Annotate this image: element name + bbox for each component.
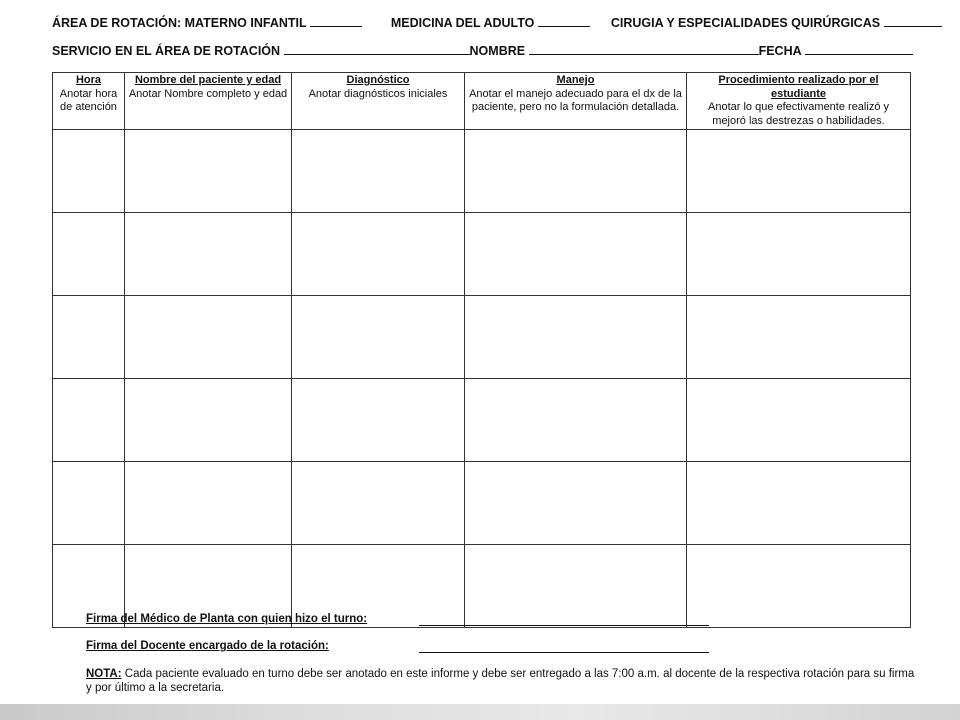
table-cell[interactable]	[465, 213, 687, 296]
column-header-procedimiento	[687, 73, 911, 130]
footer-band	[0, 704, 960, 720]
table-cell[interactable]	[125, 296, 292, 379]
note-label: NOTA:	[86, 668, 122, 680]
table-row	[53, 213, 911, 296]
medicina-adulto-blank[interactable]	[538, 15, 590, 27]
table-cell[interactable]	[53, 130, 125, 213]
table-cell[interactable]	[53, 462, 125, 545]
table-cell[interactable]	[125, 130, 292, 213]
servicio-label: SERVICIO EN EL ÁREA DE ROTACIÓN	[52, 44, 281, 58]
column-header-manejo	[465, 73, 687, 130]
cirugia-blank[interactable]	[884, 15, 942, 27]
header-row-servicio	[52, 43, 912, 58]
table-cell[interactable]	[292, 213, 465, 296]
table-cell[interactable]	[53, 296, 125, 379]
table-cell[interactable]	[292, 296, 465, 379]
header-row-rotation	[52, 15, 912, 30]
table-cell[interactable]	[292, 130, 465, 213]
table-cell[interactable]	[465, 379, 687, 462]
column-title: Procedimiento realizado por el estudiante	[718, 74, 879, 100]
column-instruction: Anotar lo que efectivamente realizó y mejoró las destrezas o habilidades.	[708, 101, 889, 127]
table-cell[interactable]	[465, 296, 687, 379]
column-title: Nombre del paciente y edad	[134, 74, 282, 86]
signature-medico-label: Firma del Médico de Planta con quien hizo el turno:	[86, 613, 368, 625]
materno-infantil-blank[interactable]	[310, 15, 362, 27]
table-row	[53, 379, 911, 462]
table-cell[interactable]	[465, 545, 687, 628]
nombre-blank[interactable]	[529, 43, 759, 55]
table-cell[interactable]	[687, 379, 911, 462]
table-cell[interactable]	[125, 213, 292, 296]
servicio-blank[interactable]	[284, 43, 470, 55]
table-cell[interactable]	[687, 213, 911, 296]
patient-log-table	[52, 72, 911, 628]
column-instruction: Anotar hora de atención	[59, 87, 118, 113]
signature-docente-row	[86, 640, 329, 652]
column-header-nombre	[125, 73, 292, 130]
column-title: Diagnóstico	[346, 74, 410, 86]
table-cell[interactable]	[292, 379, 465, 462]
column-header-hora	[53, 73, 125, 130]
signature-medico-row	[86, 613, 367, 625]
table-row	[53, 296, 911, 379]
table-row	[53, 130, 911, 213]
table-cell[interactable]	[687, 130, 911, 213]
column-instruction: Anotar diagnósticos iniciales	[308, 87, 448, 100]
column-header-diagnostico	[292, 73, 465, 130]
table-cell[interactable]	[125, 462, 292, 545]
table-cell[interactable]	[687, 462, 911, 545]
fecha-blank[interactable]	[805, 43, 913, 55]
area-rotacion-label: ÁREA DE ROTACIÓN: MATERNO INFANTIL	[52, 16, 307, 30]
medicina-adulto-label: MEDICINA DEL ADULTO	[390, 16, 535, 30]
table-header-row	[53, 73, 911, 130]
table-cell[interactable]	[465, 130, 687, 213]
table-row	[53, 462, 911, 545]
column-title: Manejo	[556, 74, 595, 86]
nombre-label: NOMBRE	[469, 44, 526, 58]
table-cell[interactable]	[53, 379, 125, 462]
signature-docente-label: Firma del Docente encargado de la rotación:	[86, 640, 329, 652]
table-cell[interactable]	[292, 462, 465, 545]
note-text: Cada paciente evaluado en turno debe ser anotado en este informe y debe ser entregado a las 7:00 a.m. al docente de la respectiva rotación para su firma y por último a la secretaria.	[86, 668, 915, 694]
column-instruction: Anotar el manejo adecuado para el dx de la paciente, pero no la formulación detallada.	[469, 87, 682, 113]
signature-medico-line[interactable]	[419, 625, 709, 626]
column-title: Hora	[75, 74, 102, 86]
table-cell[interactable]	[53, 213, 125, 296]
signature-docente-line[interactable]	[419, 652, 709, 653]
fecha-label: FECHA	[758, 44, 802, 58]
table-cell[interactable]	[687, 545, 911, 628]
table-cell[interactable]	[125, 379, 292, 462]
table-cell[interactable]	[465, 462, 687, 545]
cirugia-label: CIRUGIA Y ESPECIALIDADES QUIRÚRGICAS	[610, 16, 881, 30]
table-cell[interactable]	[687, 296, 911, 379]
column-instruction: Anotar Nombre completo y edad	[128, 87, 288, 100]
note-paragraph	[86, 667, 916, 695]
